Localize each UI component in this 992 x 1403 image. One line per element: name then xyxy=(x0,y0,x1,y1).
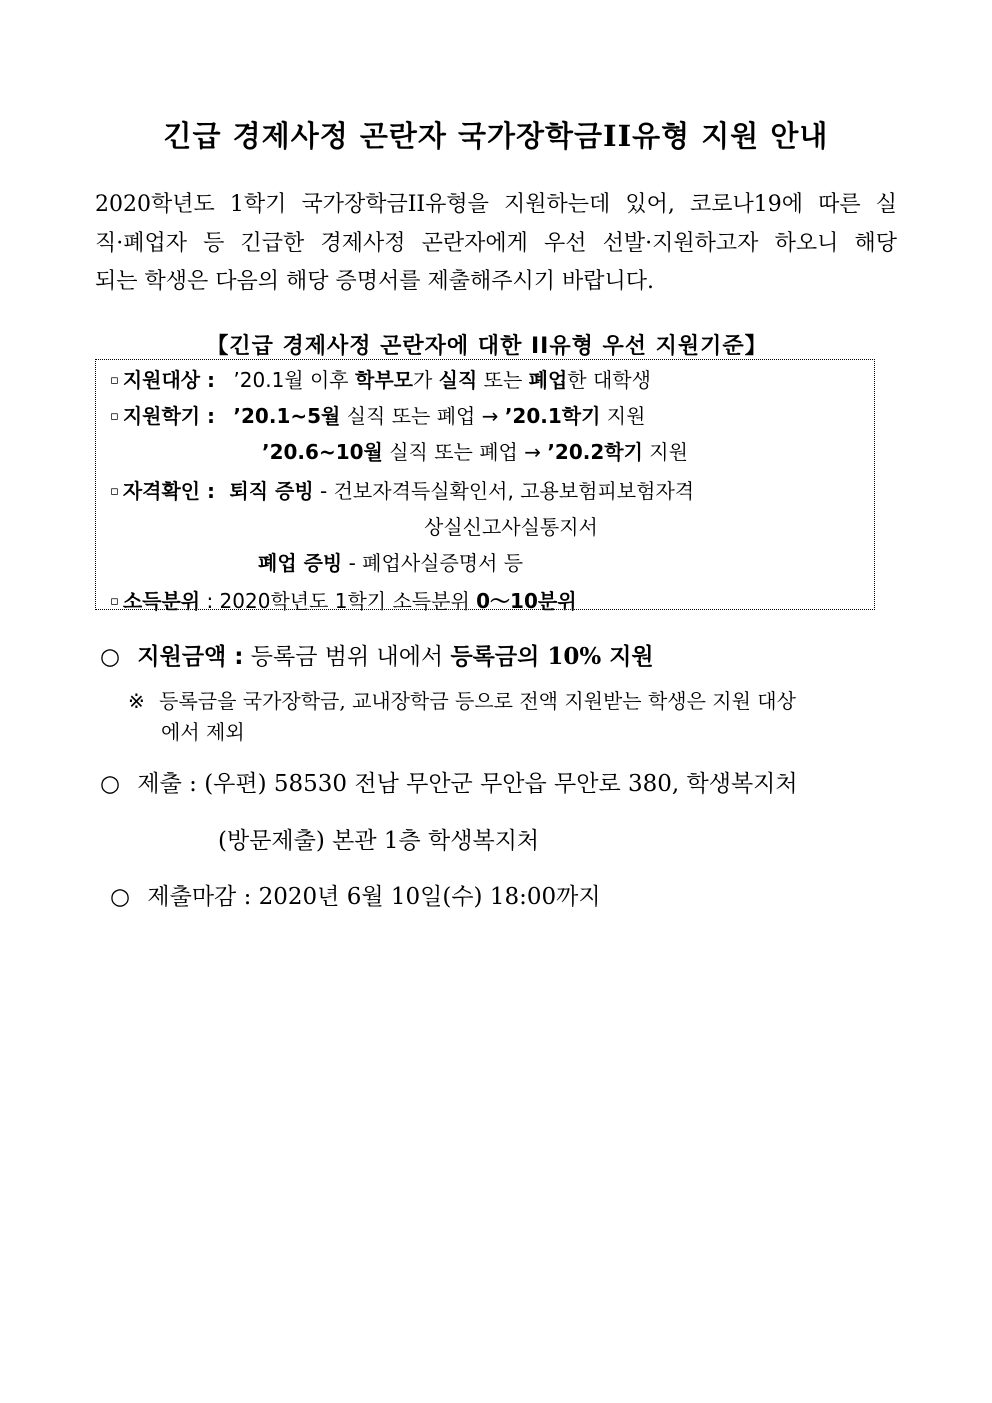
semester-row2-support: 지원 xyxy=(642,440,688,464)
support-note-line-2: 에서 제외 xyxy=(161,720,245,744)
criteria-qualification-row xyxy=(110,475,694,504)
support-amount-row xyxy=(100,638,654,671)
semester-row1-term: ’20.1학기 xyxy=(504,404,601,428)
retire-proof-label: 퇴직 증빙 xyxy=(229,479,314,503)
semester-row2-period: ’20.6~10월 xyxy=(262,440,383,464)
deadline-text: 제출마감 : 2020년 6월 10일(수) 18:00까지 xyxy=(147,884,601,910)
submission-row xyxy=(100,765,798,798)
target-closure: 폐업 xyxy=(528,368,568,392)
square-bullet-icon: ▫ xyxy=(110,373,119,388)
closure-proof-label: 폐업 증빙 xyxy=(258,551,343,575)
target-unemployed: 실직 xyxy=(438,368,478,392)
semester-row1-support: 지원 xyxy=(600,404,646,428)
retire-proof-text-cont: 상실신고사실통지서 xyxy=(424,515,598,539)
criteria-target-row xyxy=(110,364,651,393)
target-post: 한 대학생 xyxy=(567,368,651,392)
criteria-heading: 【긴급 경제사정 곤란자에 대한 II유형 우선 지원기준】 xyxy=(206,334,768,359)
qualification-label: 자격확인 : xyxy=(122,479,216,503)
submission-visit: (방문제출) 본관 1층 학생복지처 xyxy=(218,828,540,854)
criteria-semester-row xyxy=(110,400,645,429)
target-label: 지원대상 : xyxy=(122,368,216,392)
retire-proof-text: - 건보자격득실확인서, 고용보험피보험자격 xyxy=(313,479,695,503)
semester-row2-cond: 실직 또는 폐업 → xyxy=(382,440,548,464)
income-range: 0～10분위 xyxy=(476,589,577,613)
support-text: 등록금 범위 내에서 xyxy=(243,644,451,670)
square-bullet-icon: ▫ xyxy=(110,594,119,609)
support-note xyxy=(128,685,796,714)
criteria-semester-row2 xyxy=(262,436,688,465)
support-label: 지원금액 : xyxy=(137,644,244,670)
target-pre: ’20.1월 이후 xyxy=(233,368,355,392)
criteria-income-row xyxy=(110,585,577,614)
submission-address: 제출 : (우편) 58530 전남 무안군 무안읍 무안로 380, 학생복지처 xyxy=(137,771,798,797)
target-mid1: 가 xyxy=(412,368,439,392)
semester-row2-term: ’20.2학기 xyxy=(547,440,643,464)
square-bullet-icon: ▫ xyxy=(110,409,119,424)
intro-line-3: 되는 학생은 다음의 해당 증명서를 제출해주시기 바랍니다. xyxy=(95,269,655,294)
intro-line-1: 2020학년도 1학기 국가장학금II유형을 지원하는데 있어, 코로나19에 따른 실 xyxy=(95,192,897,217)
support-amount: 등록금의 10% 지원 xyxy=(450,643,654,670)
circle-bullet-icon: ○ xyxy=(100,644,121,670)
semester-row1-cond: 실직 또는 폐업 → xyxy=(340,404,505,428)
target-parents: 학부모 xyxy=(355,368,413,392)
reference-mark-icon: ※ xyxy=(128,689,145,713)
support-note-line-1: 등록금을 국가장학금, 교내장학금 등으로 전액 지원받는 학생은 지원 대상 xyxy=(159,689,796,713)
income-text: : 2020학년도 1학기 소득분위 xyxy=(200,589,477,613)
page-title: 긴급 경제사정 곤란자 국가장학금II유형 지원 안내 xyxy=(163,119,829,153)
square-bullet-icon: ▫ xyxy=(110,484,119,499)
semester-row1-period: ’20.1~5월 xyxy=(233,404,341,428)
circle-bullet-icon: ○ xyxy=(100,771,121,797)
circle-bullet-icon: ○ xyxy=(110,884,131,910)
closure-proof-row xyxy=(258,547,523,576)
intro-line-2: 직·폐업자 등 긴급한 경제사정 곤란자에게 우선 선발·지원하고자 하오니 해당 xyxy=(95,231,897,256)
deadline-row xyxy=(110,878,601,911)
semester-label: 지원학기 : xyxy=(122,404,216,428)
closure-proof-text: - 폐업사실증명서 등 xyxy=(342,551,524,575)
income-label: 소득분위 xyxy=(122,589,201,613)
target-mid2: 또는 xyxy=(477,368,529,392)
